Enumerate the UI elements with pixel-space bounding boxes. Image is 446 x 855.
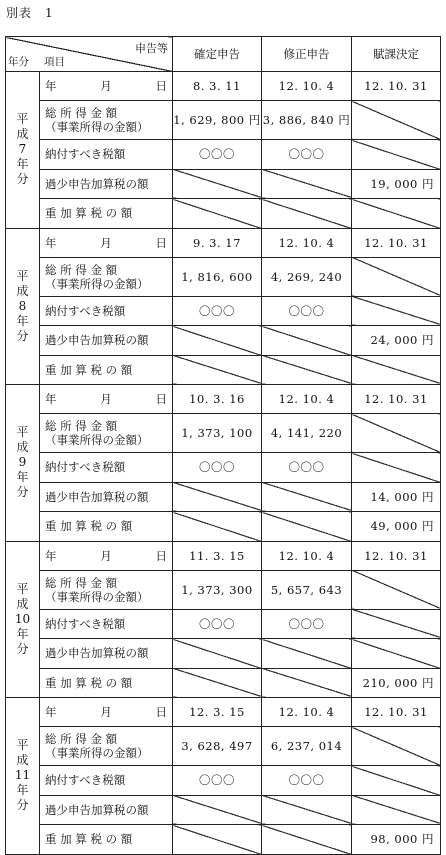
heavy-row-label: 重 加 算 税 の 額 [40, 355, 173, 385]
blank-cell [352, 639, 441, 669]
year-label-char: 成 [16, 127, 29, 142]
date-row [6, 541, 441, 570]
year-label-char: 成 [16, 596, 29, 611]
blank-cell [262, 639, 352, 669]
blank-cell [262, 668, 352, 698]
year-label-char: 分 [16, 172, 29, 187]
income-row-label: 総 所 得 金 額 （事業所得の金額） [40, 257, 173, 296]
blank-cell [352, 570, 441, 609]
year-label-char: 年 [16, 157, 29, 172]
blank-cell [173, 169, 262, 199]
corner-item-label: 項目 [44, 56, 65, 68]
date-fuka: 12. 10. 31 [352, 385, 441, 414]
underpay-row-label: 過少申告加算税の額 [40, 326, 173, 356]
date-shusei: 12. 10. 4 [262, 541, 352, 570]
income-kakutei: 3, 628, 497 [173, 727, 262, 766]
year-label-char: 分 [16, 798, 29, 813]
heavy-fuka: 98, 000 円 [352, 825, 441, 855]
underpay-row [6, 326, 441, 356]
year-label [6, 228, 40, 385]
income-row-label: 総 所 得 金 額 （事業所得の金額） [40, 570, 173, 609]
blank-cell [173, 668, 262, 698]
heavy-fuka: 210, 000 円 [352, 668, 441, 698]
income-kakutei: 1, 816, 600 [173, 257, 262, 296]
income-row [6, 101, 441, 140]
blank-cell [352, 140, 441, 170]
tax-shusei: 〇〇〇 [262, 766, 352, 796]
heavy-row-label: 重 加 算 税 の 額 [40, 512, 173, 542]
year-label-char: 平 [16, 581, 29, 596]
date-row-label: 年 月 日 [40, 72, 173, 101]
heavy-row-label: 重 加 算 税 の 額 [40, 199, 173, 229]
blank-cell [352, 766, 441, 796]
tax-kakutei: 〇〇〇 [173, 453, 262, 483]
blank-cell [262, 795, 352, 825]
blank-cell [352, 296, 441, 326]
income-kakutei: 1, 373, 300 [173, 570, 262, 609]
underpay-fuka: 19, 000 円 [352, 169, 441, 199]
date-kakutei: 12. 3. 15 [173, 698, 262, 727]
heavy-fuka: 49, 000 円 [352, 512, 441, 542]
year-label [6, 541, 40, 698]
year-label-char: 平 [16, 268, 29, 283]
header-kakutei: 確定申告 [173, 37, 262, 72]
year-label-char: 9 [18, 455, 27, 470]
date-row-label: 年 月 日 [40, 385, 173, 414]
heavy-row-label: 重 加 算 税 の 額 [40, 825, 173, 855]
year-label-char: 平 [16, 112, 29, 127]
underpay-row-label: 過少申告加算税の額 [40, 795, 173, 825]
blank-cell [262, 199, 352, 229]
blank-cell [173, 199, 262, 229]
tax-kakutei: 〇〇〇 [173, 609, 262, 639]
heavy-row [6, 199, 441, 229]
tax-row [6, 766, 441, 796]
date-row [6, 72, 441, 101]
tax-row-label: 納付すべき税額 [40, 609, 173, 639]
date-fuka: 12. 10. 31 [352, 698, 441, 727]
year-label-char: 成 [16, 440, 29, 455]
tax-row-label: 納付すべき税額 [40, 296, 173, 326]
tax-row-label: 納付すべき税額 [40, 140, 173, 170]
underpay-row-label: 過少申告加算税の額 [40, 482, 173, 512]
heavy-row-label: 重 加 算 税 の 額 [40, 668, 173, 698]
table-body [6, 72, 441, 855]
tax-row [6, 453, 441, 483]
tax-row-label: 納付すべき税額 [40, 766, 173, 796]
year-label [6, 698, 40, 855]
blank-cell [173, 512, 262, 542]
table-caption: 別表 1 [6, 6, 54, 20]
year-label-char: 年 [16, 626, 29, 641]
income-row [6, 727, 441, 766]
blank-cell [352, 609, 441, 639]
income-shusei: 4, 269, 240 [262, 257, 352, 296]
income-shusei: 4, 141, 220 [262, 414, 352, 453]
date-row [6, 385, 441, 414]
year-label-char: 8 [18, 298, 27, 313]
date-row-label: 年 月 日 [40, 698, 173, 727]
heavy-row [6, 512, 441, 542]
year-label-char: 年 [16, 313, 29, 328]
blank-cell [352, 727, 441, 766]
blank-cell [173, 795, 262, 825]
date-kakutei: 10. 3. 16 [173, 385, 262, 414]
date-row-label: 年 月 日 [40, 541, 173, 570]
date-shusei: 12. 10. 4 [262, 698, 352, 727]
blank-cell [173, 639, 262, 669]
tax-kakutei: 〇〇〇 [173, 296, 262, 326]
heavy-row [6, 825, 441, 855]
year-label-char: 平 [16, 738, 29, 753]
underpay-row-label: 過少申告加算税の額 [40, 169, 173, 199]
underpay-row [6, 795, 441, 825]
tax-row [6, 140, 441, 170]
blank-cell [262, 482, 352, 512]
income-row [6, 257, 441, 296]
corner-year-label: 年分 [8, 56, 29, 68]
date-shusei: 12. 10. 4 [262, 228, 352, 257]
tax-kakutei: 〇〇〇 [173, 766, 262, 796]
tax-kakutei: 〇〇〇 [173, 140, 262, 170]
heavy-row [6, 355, 441, 385]
year-label-char: 平 [16, 425, 29, 440]
tax-table [5, 36, 441, 855]
year-label-char: 11 [14, 768, 31, 783]
tax-shusei: 〇〇〇 [262, 453, 352, 483]
blank-cell [352, 257, 441, 296]
income-row [6, 414, 441, 453]
year-label-char: 7 [18, 142, 27, 157]
underpay-row [6, 482, 441, 512]
blank-cell [352, 199, 441, 229]
income-row [6, 570, 441, 609]
blank-cell [173, 326, 262, 356]
tax-row-label: 納付すべき税額 [40, 453, 173, 483]
blank-cell [173, 355, 262, 385]
year-label [6, 385, 40, 542]
income-shusei: 3, 886, 840 円 [262, 101, 352, 140]
blank-cell [352, 355, 441, 385]
underpay-row-label: 過少申告加算税の額 [40, 639, 173, 669]
blank-cell [173, 825, 262, 855]
blank-cell [262, 169, 352, 199]
date-fuka: 12. 10. 31 [352, 72, 441, 101]
year-label-char: 10 [14, 611, 31, 626]
income-shusei: 6, 237, 014 [262, 727, 352, 766]
year-label-char: 成 [16, 753, 29, 768]
date-shusei: 12. 10. 4 [262, 385, 352, 414]
tax-shusei: 〇〇〇 [262, 140, 352, 170]
date-kakutei: 9. 3. 17 [173, 228, 262, 257]
corner-top-label: 申告等 [135, 42, 168, 55]
date-row [6, 228, 441, 257]
date-row-label: 年 月 日 [40, 228, 173, 257]
underpay-fuka: 14, 000 円 [352, 482, 441, 512]
header-fuka: 賦課決定 [352, 37, 441, 72]
tax-row [6, 296, 441, 326]
date-fuka: 12. 10. 31 [352, 541, 441, 570]
date-shusei: 12. 10. 4 [262, 72, 352, 101]
tax-row [6, 609, 441, 639]
underpay-fuka: 24, 000 円 [352, 326, 441, 356]
year-label-char: 分 [16, 328, 29, 343]
heavy-row [6, 668, 441, 698]
income-row-label: 総 所 得 金 額 （事業所得の金額） [40, 101, 173, 140]
year-label-char: 成 [16, 283, 29, 298]
underpay-row [6, 639, 441, 669]
year-label [6, 72, 40, 229]
date-kakutei: 11. 3. 15 [173, 541, 262, 570]
income-shusei: 5, 657, 643 [262, 570, 352, 609]
tax-shusei: 〇〇〇 [262, 296, 352, 326]
blank-cell [352, 101, 441, 140]
tax-shusei: 〇〇〇 [262, 609, 352, 639]
underpay-row [6, 169, 441, 199]
year-label-char: 年 [16, 470, 29, 485]
blank-cell [352, 453, 441, 483]
income-kakutei: 1, 629, 800 円 [173, 101, 262, 140]
year-label-char: 年 [16, 783, 29, 798]
blank-cell [262, 512, 352, 542]
date-kakutei: 8. 3. 11 [173, 72, 262, 101]
date-row [6, 698, 441, 727]
income-kakutei: 1, 373, 100 [173, 414, 262, 453]
year-label-char: 分 [16, 641, 29, 656]
blank-cell [352, 795, 441, 825]
year-label-char: 分 [16, 485, 29, 500]
header-row [6, 37, 441, 72]
blank-cell [262, 825, 352, 855]
header-shusei: 修正申告 [262, 37, 352, 72]
corner-cell [6, 37, 173, 72]
income-row-label: 総 所 得 金 額 （事業所得の金額） [40, 414, 173, 453]
blank-cell [173, 482, 262, 512]
blank-cell [262, 355, 352, 385]
blank-cell [352, 414, 441, 453]
blank-cell [262, 326, 352, 356]
date-fuka: 12. 10. 31 [352, 228, 441, 257]
income-row-label: 総 所 得 金 額 （事業所得の金額） [40, 727, 173, 766]
